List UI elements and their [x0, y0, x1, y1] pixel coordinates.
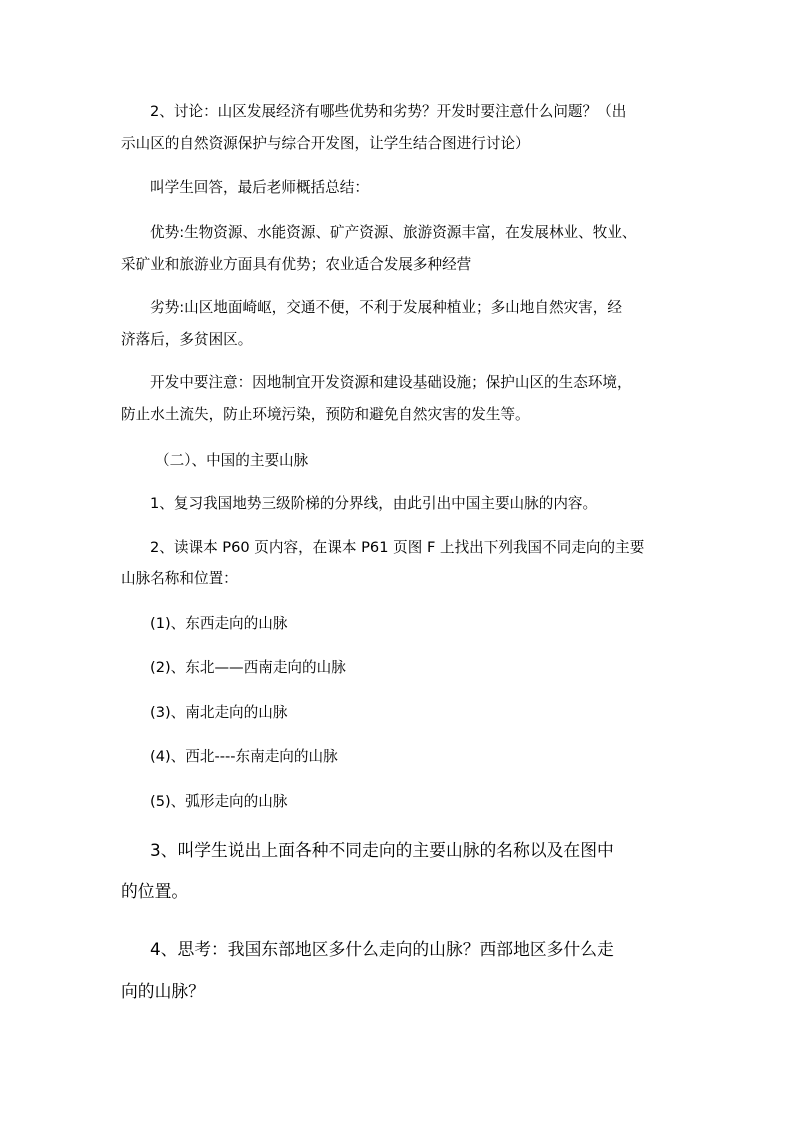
- advantages-line-2: 采矿业和旅游业方面具有优势；农业适合发展多种经营: [121, 256, 472, 273]
- review-1-line-1: 1、复习我国地势三级阶梯的分界线，由此引出中国主要山脉的内容。: [150, 495, 598, 512]
- item-2: (2)、东北——西南走向的山脉: [150, 659, 346, 676]
- task-3-line-2: 的位置。: [121, 881, 189, 901]
- task-3-line-1: 3、叫学生说出上面各种不同走向的主要山脉的名称以及在图中: [150, 840, 614, 860]
- item-5: (5)、弧形走向的山脉: [150, 793, 288, 810]
- think-4-line-2: 向的山脉？: [121, 981, 205, 1001]
- disadvantages-line-1: 劣势:山区地面崎岖，交通不便，不利于发展种植业；多山地自然灾害，经: [150, 299, 622, 316]
- development-notes-line-2: 防止水土流失，防止环境污染，预防和避免自然灾害的发生等。: [121, 406, 530, 423]
- discussion-2-line-1: 2、讨论：山区发展经济有哪些优势和劣势？开发时要注意什么问题？（出: [150, 103, 627, 120]
- advantages-line-1: 优势:生物资源、水能资源、矿产资源、旅游资源丰富，在发展林业、牧业、: [150, 224, 637, 241]
- section-two-heading: （二）、中国的主要山脉: [155, 452, 309, 469]
- think-4-line-1: 4、思考：我国东部地区多什么走向的山脉？西部地区多什么走: [150, 939, 614, 959]
- reading-2-line-1: 2、读课本 P60 页内容，在课本 P61 页图 F 上找出下列我国不同走向的主要: [150, 539, 645, 556]
- item-3: (3)、南北走向的山脉: [150, 704, 288, 721]
- item-4: (4)、西北----东南走向的山脉: [150, 748, 338, 765]
- disadvantages-line-2: 济落后，多贫困区。: [121, 331, 253, 348]
- development-notes-line-1: 开发中要注意：因地制宜开发资源和建设基础设施；保护山区的生态环境，: [150, 374, 632, 391]
- item-1: (1)、东西走向的山脉: [150, 615, 288, 632]
- reading-2-line-2: 山脉名称和位置：: [121, 570, 238, 587]
- student-answer-line-1: 叫学生回答，最后老师概括总结：: [150, 179, 369, 196]
- discussion-2-line-2: 示山区的自然资源保护与综合开发图，让学生结合图进行讨论）: [121, 135, 530, 152]
